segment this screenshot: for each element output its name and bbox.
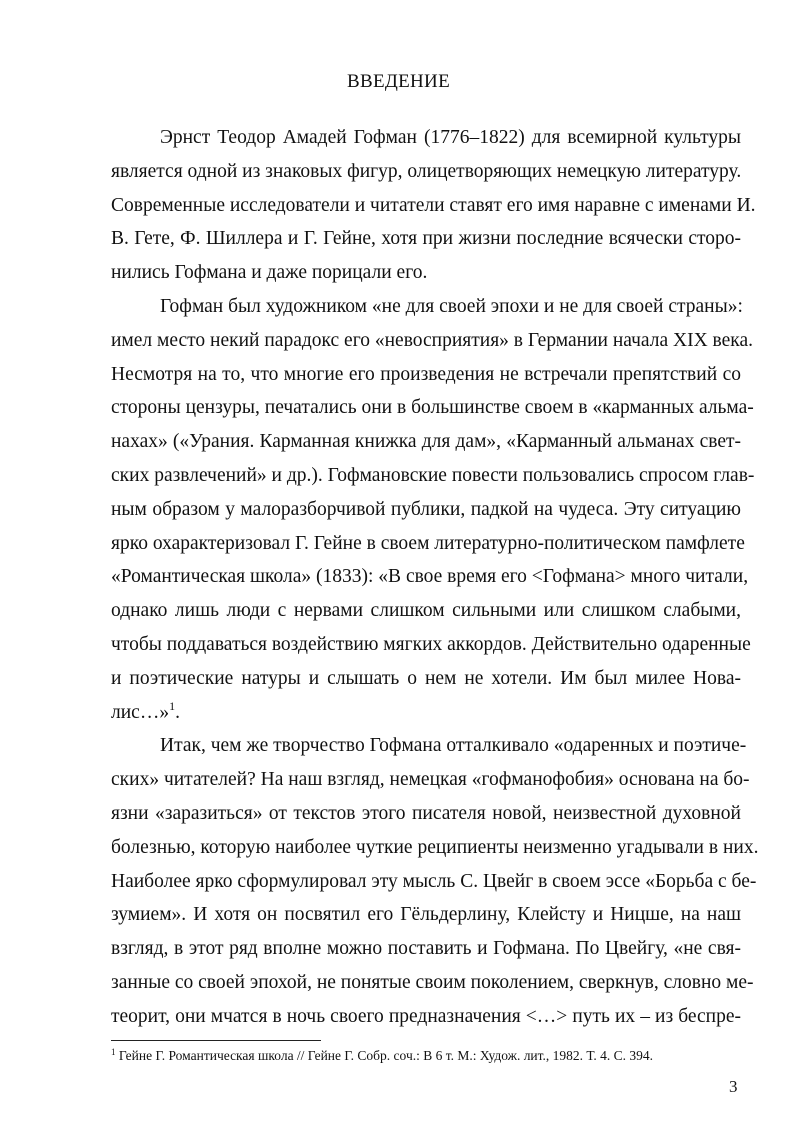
text-line: занные со своей эпохой, не понятые своим поколением, сверкнув, словно ме- [111, 971, 754, 993]
text-line: Современные исследователи и читатели ставят его имя наравне с именами И. [111, 194, 756, 216]
text-line: ным образом у малоразборчивой публики, падкой на чудеса. Эту ситуацию [111, 498, 741, 520]
page-number: 3 [729, 1077, 738, 1096]
text-line: «Романтическая школа» (1833): «В свое время его <Гофмана> много читали, [111, 566, 749, 588]
text-line: и поэтические натуры и слышать о нем не хотели. Им был милее Нова- [111, 667, 741, 689]
text-line: чтобы поддаваться воздействию мягких аккордов. Действительно одаренные [111, 633, 751, 655]
text-line: Эрнст Теодор Амадей Гофман (1776–1822) для всемирной культуры [160, 127, 741, 148]
text-line: имел место некий парадокс его «невосприятия» в Германии начала XIX века. [111, 329, 754, 351]
text-line-last: лис…»$^1$. [111, 698, 180, 723]
text-line: болезнью, которую наиболее чуткие реципиенты неизменно угадывали в них. [111, 836, 759, 858]
text-line: однако лишь люди с нервами слишком сильными или слишком слабыми, [111, 600, 741, 622]
text-line: В. Гете, Ф. Шиллера и Г. Гейне, хотя при жизни последние всячески сторо- [111, 228, 741, 250]
text-line: Наиболее ярко сформулировал эту мысль С. Цвейг в своем эссе «Борьба с бе- [111, 870, 757, 892]
text-line: ярко охарактеризовал Г. Гейне в своем литературно-политическом памфлете [111, 532, 745, 554]
text-line: зумием». И хотя он посвятил его Гёльдерлину, Клейсту и Ницше, на наш [111, 904, 741, 926]
footnote-reference[interactable]: 1 [169, 698, 176, 713]
paragraph-1 [111, 121, 756, 290]
text-line: теорит, они мчатся в ночь своего предназначения <…> путь их – из беспре- [111, 1005, 741, 1027]
footnote-text: Гейне Г. Романтическая школа // Гейне Г. Собр. соч.: В 6 т. М.: Худож. лит., 1982. Т. 4. С. 394. [115, 1048, 653, 1063]
text-fragment: лис…» [111, 701, 170, 723]
text-line: ских» читателей? На наш взгляд, немецкая «гофманофобия» основана на бо- [111, 769, 750, 791]
section-heading: ВВЕДЕНИЕ [347, 71, 450, 92]
text-line: является одной из знаковых фигур, олицетворяющих немецкую литературу. [111, 160, 742, 182]
footnote [111, 1048, 741, 1064]
footnote-divider [111, 1040, 321, 1041]
text-line: нахах» («Урания. Карманная книжка для дам», «Карманный альманах свет- [111, 431, 741, 453]
text-line: взгляд, в этот ряд вполне можно поставить и Гофмана. По Цвейгу, «не свя- [111, 938, 741, 960]
footnote-marker: 1 [111, 1047, 116, 1057]
text-line: Итак, чем же творчество Гофмана отталкивало «одаренных и поэтиче- [160, 735, 747, 757]
text-line: Несмотря на то, что многие его произведения не встречали препятствий со [111, 363, 741, 385]
text-line: ских развлечений» и др.). Гофмановские повести пользовались спросом глав- [111, 464, 755, 486]
paragraph-3 [111, 729, 759, 1033]
paragraph-2 [111, 290, 755, 729]
body-text [111, 121, 759, 1034]
text-line: нились Гофмана и даже порицали его. [111, 262, 428, 284]
text-line: стороны цензуры, печатались они в большинстве своем в «карманных альма- [111, 397, 754, 419]
text-line: язни «заразиться» от текстов этого писателя новой, неизвестной духовной [111, 802, 741, 824]
text-line: Гофман был художником «не для своей эпохи и не для своей страны»: [160, 295, 743, 317]
